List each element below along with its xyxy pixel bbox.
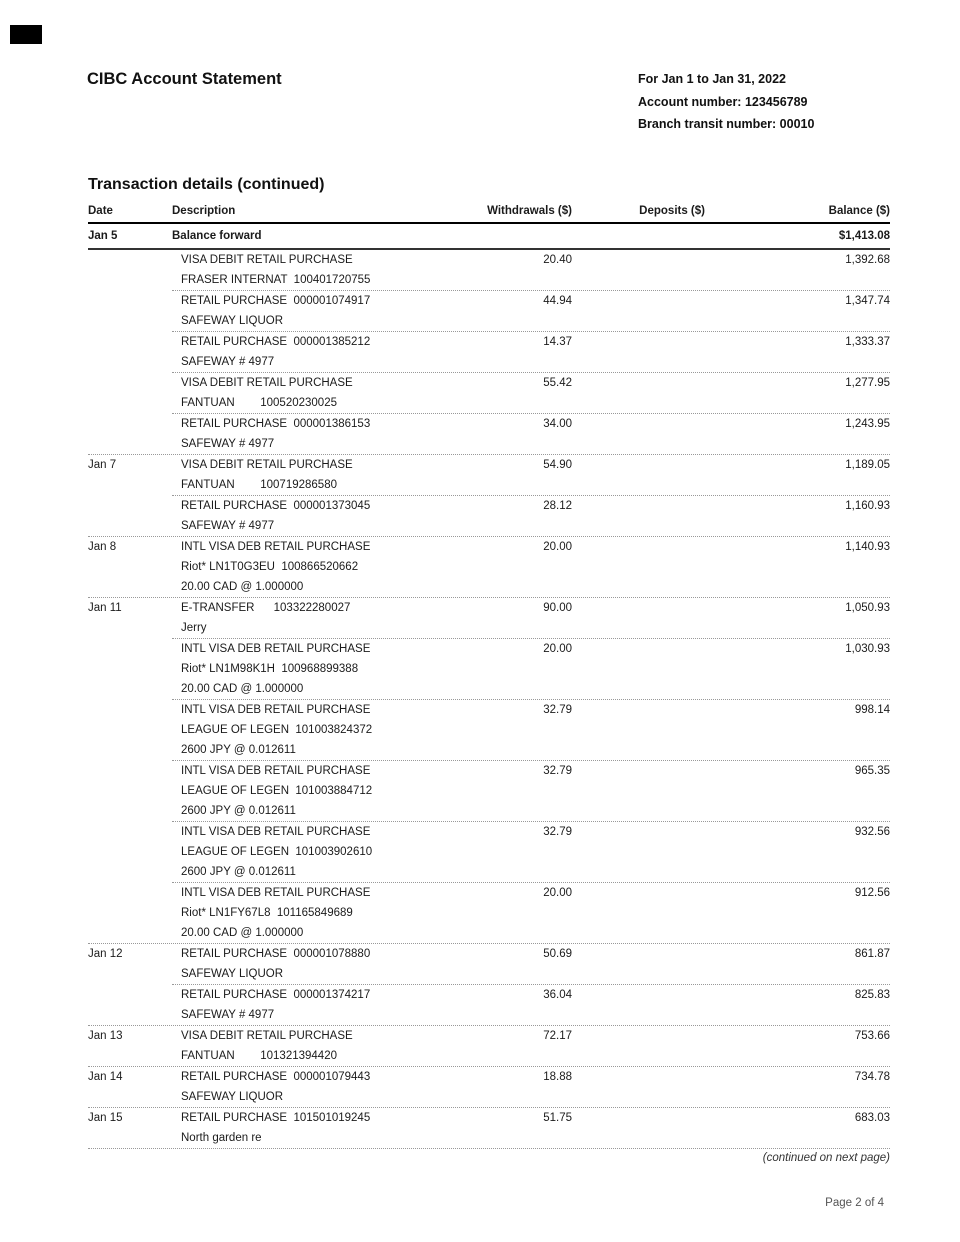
transaction-description: [172, 414, 472, 454]
statement-period: For Jan 1 to Jan 31, 2022: [638, 72, 786, 86]
transaction-description: [172, 883, 472, 943]
transaction-date: [88, 883, 172, 943]
description-line: INTL VISA DEB RETAIL PURCHASE: [181, 826, 371, 838]
description-line: VISA DEBIT RETAIL PURCHASE: [181, 459, 353, 471]
transaction-date: Jan 15: [88, 1112, 123, 1124]
transaction-description: [172, 1108, 472, 1148]
table-row: [88, 373, 890, 413]
transaction-balance: 1,347.74: [845, 295, 890, 307]
description-line: SAFEWAY LIQUOR: [181, 968, 284, 980]
balance-forward-withdrawal: [472, 224, 572, 248]
balance-forward-label: Balance forward: [172, 230, 262, 242]
column-header-description: Description: [172, 205, 236, 217]
description-line: VISA DEBIT RETAIL PURCHASE: [181, 1030, 353, 1042]
transaction-description: [172, 250, 472, 290]
transaction-balance: 734.78: [854, 1071, 890, 1083]
transaction-date: [88, 332, 172, 372]
description-line: INTL VISA DEB RETAIL PURCHASE: [181, 765, 371, 777]
description-line: 20.00 CAD @ 1.000000: [181, 683, 304, 695]
description-line: Riot* LN1M98K1H 100968899388: [181, 663, 359, 675]
transaction-deposit: [572, 1108, 705, 1148]
transaction-withdrawal: 20.00: [543, 541, 572, 553]
transaction-deposit: [572, 496, 705, 536]
transaction-date: [88, 822, 172, 882]
transaction-description: [172, 639, 472, 699]
transaction-withdrawal: 72.17: [543, 1030, 572, 1042]
balance-forward-date: Jan 5: [88, 230, 118, 242]
transaction-date: [88, 761, 172, 821]
table-header-row: [88, 201, 890, 224]
table-row: [88, 761, 890, 821]
transaction-rows: [88, 250, 890, 1149]
row-separator: [88, 1148, 890, 1149]
transaction-withdrawal: 50.69: [543, 948, 572, 960]
table-row: [88, 1108, 890, 1148]
description-line: 2600 JPY @ 0.012611: [181, 805, 296, 817]
scan-artifact-mark: [10, 25, 42, 44]
column-header-balance: Balance ($): [828, 205, 890, 217]
transaction-deposit: [572, 414, 705, 454]
description-line: E-TRANSFER 103322280027: [181, 602, 351, 614]
description-line: SAFEWAY # 4977: [181, 1009, 275, 1021]
transaction-balance: 912.56: [854, 887, 890, 899]
description-line: INTL VISA DEB RETAIL PURCHASE: [181, 643, 371, 655]
transaction-deposit: [572, 537, 705, 597]
transaction-date: Jan 13: [88, 1030, 123, 1042]
transaction-date: Jan 11: [88, 602, 122, 614]
transaction-balance: 753.66: [854, 1030, 890, 1042]
table-row: [88, 250, 890, 290]
transaction-deposit: [572, 291, 705, 331]
table-row: [88, 1026, 890, 1066]
transaction-balance: 1,333.37: [845, 336, 890, 348]
description-line: SAFEWAY LIQUOR: [181, 1091, 284, 1103]
transaction-deposit: [572, 1067, 705, 1107]
transaction-date: [88, 639, 172, 699]
transaction-withdrawal: 18.88: [543, 1071, 572, 1083]
transaction-date: [88, 414, 172, 454]
transaction-withdrawal: 90.00: [543, 602, 572, 614]
description-line: RETAIL PURCHASE 101501019245: [181, 1112, 371, 1124]
transaction-date: [88, 985, 172, 1025]
description-line: SAFEWAY # 4977: [181, 356, 275, 368]
branch-transit-number: Branch transit number: 00010: [638, 117, 815, 132]
transaction-withdrawal: 34.00: [543, 418, 572, 430]
description-line: FANTUAN 101321394420: [181, 1050, 337, 1062]
table-row: [88, 700, 890, 760]
transaction-description: [172, 332, 472, 372]
table-row: [88, 496, 890, 536]
transaction-withdrawal: 55.42: [543, 377, 572, 389]
transaction-details-section: [88, 176, 890, 1164]
balance-forward-balance: $1,413.08: [838, 230, 890, 242]
table-row: [88, 414, 890, 454]
transaction-deposit: [572, 598, 705, 638]
description-line: RETAIL PURCHASE 000001078880: [181, 948, 371, 960]
transaction-date: Jan 8: [88, 541, 117, 553]
transaction-deposit: [572, 944, 705, 984]
transaction-deposit: [572, 761, 705, 821]
statement-meta: [638, 68, 814, 136]
balance-forward-deposit: [572, 224, 705, 248]
transaction-description: [172, 455, 472, 495]
description-line: INTL VISA DEB RETAIL PURCHASE: [181, 704, 371, 716]
transaction-description: [172, 761, 472, 821]
balance-forward-row: [88, 224, 890, 250]
transaction-balance: 1,189.05: [845, 459, 890, 471]
transaction-deposit: [572, 373, 705, 413]
description-line: LEAGUE OF LEGEN 101003884712: [181, 785, 373, 797]
description-line: RETAIL PURCHASE 000001374217: [181, 989, 371, 1001]
transaction-balance: 1,140.93: [845, 541, 890, 553]
transaction-withdrawal: 20.00: [543, 887, 572, 899]
transaction-withdrawal: 54.90: [543, 459, 572, 471]
transaction-description: [172, 1026, 472, 1066]
transaction-withdrawal: 20.40: [543, 254, 572, 266]
table-row: [88, 598, 890, 638]
transaction-deposit: [572, 455, 705, 495]
transaction-withdrawal: 20.00: [543, 643, 572, 655]
column-header-withdrawals: Withdrawals ($): [487, 205, 572, 217]
description-line: INTL VISA DEB RETAIL PURCHASE: [181, 541, 371, 553]
description-line: INTL VISA DEB RETAIL PURCHASE: [181, 887, 371, 899]
transaction-balance: 1,277.95: [845, 377, 890, 389]
transaction-date: [88, 700, 172, 760]
transaction-balance: 1,030.93: [845, 643, 890, 655]
transaction-date: Jan 14: [88, 1071, 123, 1083]
column-header-date: Date: [88, 205, 113, 217]
transaction-deposit: [572, 250, 705, 290]
column-header-deposits: Deposits ($): [639, 205, 705, 217]
description-line: 20.00 CAD @ 1.000000: [181, 581, 304, 593]
table-row: [88, 883, 890, 943]
transaction-deposit: [572, 1026, 705, 1066]
table-row: [88, 639, 890, 699]
transaction-date: Jan 7: [88, 459, 117, 471]
transaction-deposit: [572, 985, 705, 1025]
transaction-balance: 1,160.93: [845, 500, 890, 512]
description-line: Riot* LN1FY67L8 101165849689: [181, 907, 353, 919]
description-line: FRASER INTERNAT 100401720755: [181, 274, 371, 286]
description-line: Riot* LN1T0G3EU 100866520662: [181, 561, 359, 573]
transaction-date: [88, 373, 172, 413]
transaction-description: [172, 985, 472, 1025]
transaction-withdrawal: 51.75: [543, 1112, 572, 1124]
transaction-description: [172, 537, 472, 597]
description-line: 2600 JPY @ 0.012611: [181, 744, 296, 756]
description-line: RETAIL PURCHASE 000001074917: [181, 295, 371, 307]
transaction-date: [88, 496, 172, 536]
transaction-balance: 1,392.68: [845, 254, 890, 266]
transaction-description: [172, 598, 472, 638]
transaction-deposit: [572, 883, 705, 943]
description-line: VISA DEBIT RETAIL PURCHASE: [181, 254, 353, 266]
transaction-date: Jan 12: [88, 948, 123, 960]
transaction-deposit: [572, 822, 705, 882]
transaction-date: [88, 250, 172, 290]
continued-note: (continued on next page): [762, 1152, 890, 1164]
transaction-deposit: [572, 639, 705, 699]
description-line: North garden re: [181, 1132, 262, 1144]
transaction-withdrawal: 28.12: [543, 500, 572, 512]
transaction-description: [172, 944, 472, 984]
document-title: CIBC Account Statement: [87, 70, 282, 88]
transaction-description: [172, 1067, 472, 1107]
table-row: [88, 537, 890, 597]
transaction-description: [172, 291, 472, 331]
transaction-withdrawal: 32.79: [543, 826, 572, 838]
transaction-deposit: [572, 332, 705, 372]
transaction-withdrawal: 32.79: [543, 765, 572, 777]
table-row: [88, 291, 890, 331]
table-row: [88, 455, 890, 495]
table-row: [88, 332, 890, 372]
description-line: FANTUAN 100719286580: [181, 479, 337, 491]
table-row: [88, 822, 890, 882]
description-line: RETAIL PURCHASE 000001373045: [181, 500, 371, 512]
description-line: LEAGUE OF LEGEN 101003824372: [181, 724, 373, 736]
description-line: SAFEWAY # 4977: [181, 520, 275, 532]
table-row: [88, 944, 890, 984]
section-title: Transaction details (continued): [88, 176, 325, 193]
transaction-date: [88, 291, 172, 331]
table-row: [88, 1067, 890, 1107]
description-line: 2600 JPY @ 0.012611: [181, 866, 296, 878]
description-line: 20.00 CAD @ 1.000000: [181, 927, 304, 939]
transaction-balance: 861.87: [854, 948, 890, 960]
transaction-description: [172, 496, 472, 536]
transaction-description: [172, 373, 472, 413]
transaction-balance: 1,050.93: [845, 602, 890, 614]
description-line: FANTUAN 100520230025: [181, 397, 337, 409]
transaction-description: [172, 822, 472, 882]
transaction-balance: 932.56: [854, 826, 890, 838]
transaction-withdrawal: 36.04: [543, 989, 572, 1001]
transaction-withdrawal: 32.79: [543, 704, 572, 716]
description-line: SAFEWAY # 4977: [181, 438, 275, 450]
description-line: LEAGUE OF LEGEN 101003902610: [181, 846, 373, 858]
table-row: [88, 985, 890, 1025]
transaction-balance: 998.14: [854, 704, 890, 716]
transaction-withdrawal: 14.37: [543, 336, 572, 348]
transaction-balance: 825.83: [854, 989, 890, 1001]
transaction-balance: 965.35: [854, 765, 890, 777]
account-number: Account number: 123456789: [638, 94, 808, 109]
description-line: VISA DEBIT RETAIL PURCHASE: [181, 377, 353, 389]
description-line: RETAIL PURCHASE 000001385212: [181, 336, 371, 348]
description-line: RETAIL PURCHASE 000001079443: [181, 1071, 371, 1083]
transaction-balance: 683.03: [854, 1112, 890, 1124]
transaction-balance: 1,243.95: [845, 418, 890, 430]
page-number: Page 2 of 4: [825, 1197, 884, 1209]
description-line: Jerry: [181, 622, 207, 634]
description-line: RETAIL PURCHASE 000001386153: [181, 418, 371, 430]
description-line: SAFEWAY LIQUOR: [181, 315, 284, 327]
transaction-deposit: [572, 700, 705, 760]
transaction-withdrawal: 44.94: [543, 295, 572, 307]
transaction-description: [172, 700, 472, 760]
